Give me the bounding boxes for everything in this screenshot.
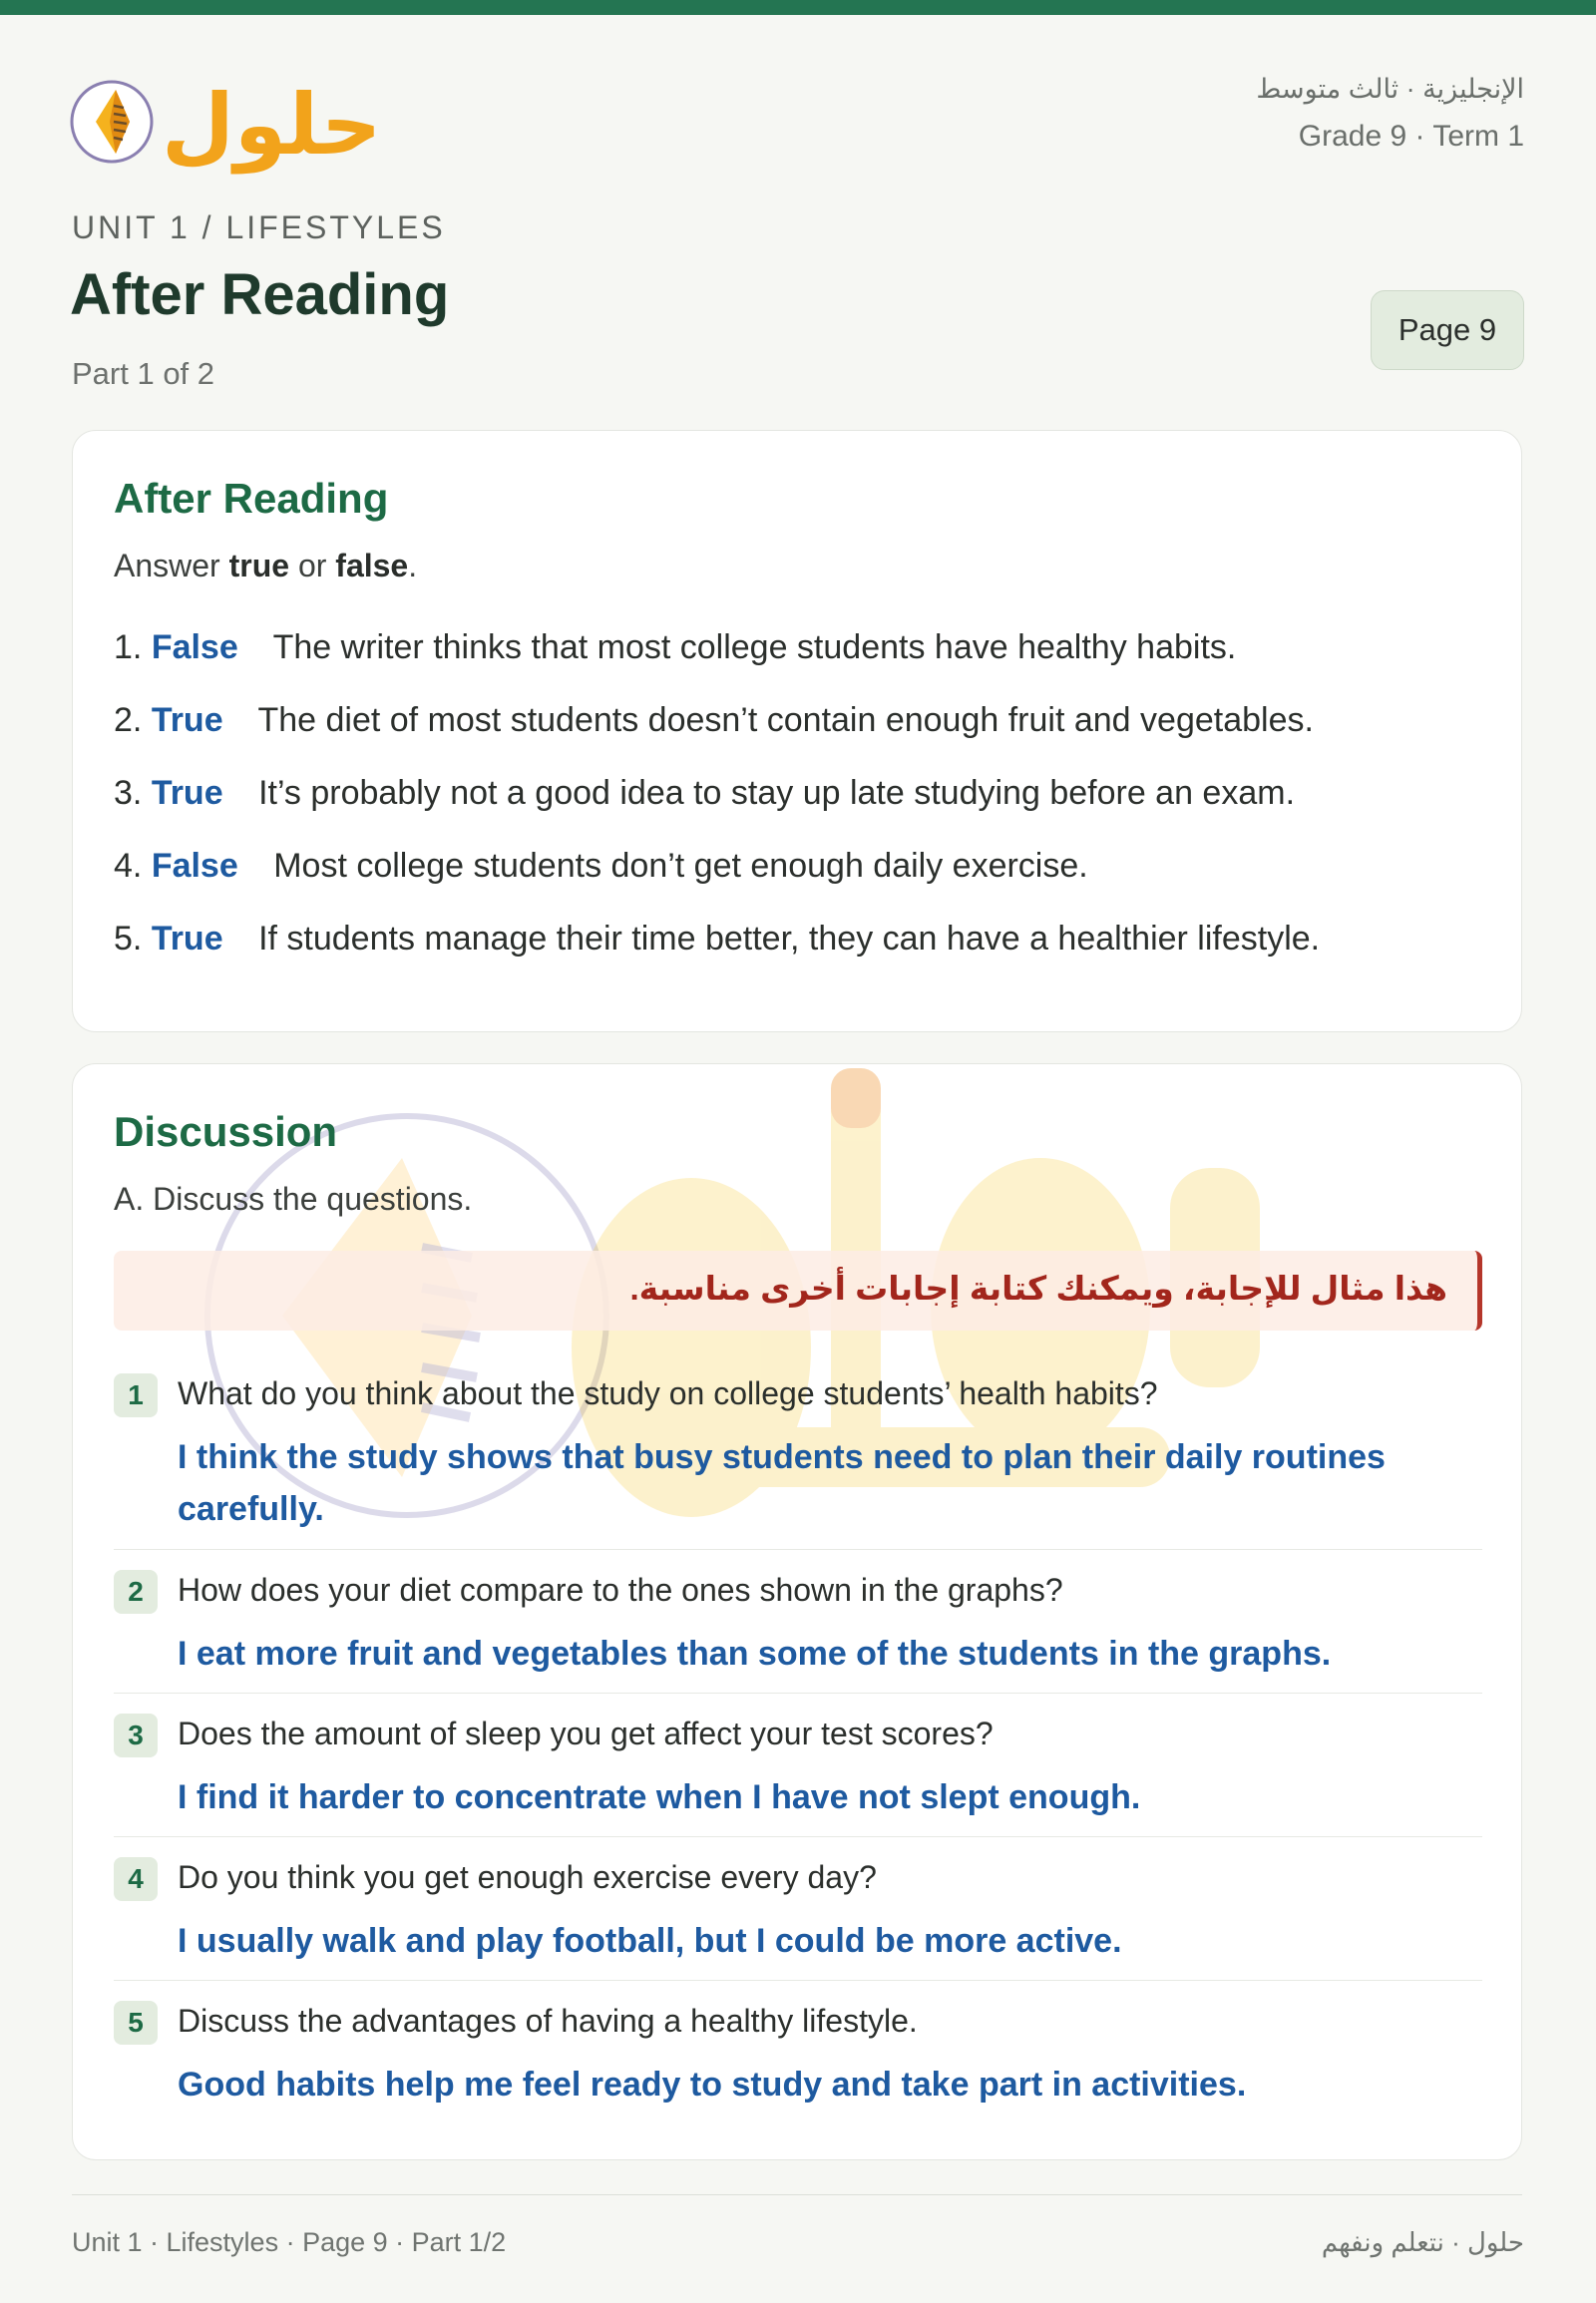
discussion-card [72, 1063, 1522, 2160]
divider [114, 1549, 1482, 1550]
question-answer: I usually walk and play football, but I could be more active. [178, 1922, 1122, 1960]
hulool-logo [70, 62, 382, 174]
part-label: Part 1 of 2 [72, 356, 215, 391]
item-number: 5. [114, 920, 143, 958]
note-text: هذا مثال للإجابة، ويمكنك كتابة إجابات أخرى مناسبة. [629, 1270, 1447, 1307]
question-text: Do you think you get enough exercise every day? [178, 1859, 877, 1895]
grade-term-label: Grade 9 · Term 1 [1298, 120, 1524, 153]
page-badge: Page 9 [1371, 290, 1524, 370]
instruction-false: false [335, 548, 409, 583]
tf-item [114, 628, 1236, 667]
tf-statement: Most college students don’t get enough daily exercise. [273, 847, 1088, 885]
question-answer: Good habits help me feel ready to study and take part in activities. [178, 2066, 1247, 2104]
divider [114, 1980, 1482, 1981]
tf-answer: True [151, 774, 223, 812]
divider [114, 1693, 1482, 1694]
subject-label: الإنجليزية · ثالث متوسط [1256, 74, 1524, 104]
tf-answer: False [151, 847, 238, 885]
instruction [114, 548, 417, 584]
instruction-or: or [289, 548, 336, 583]
tf-item [114, 701, 1314, 740]
footer-page-info: Unit 1 · Lifestyles · Page 9 · Part 1/2 [72, 2227, 507, 2257]
tf-statement: The diet of most students doesn’t contain enough fruit and vegetables. [257, 701, 1314, 739]
question-text: How does your diet compare to the ones shown in the graphs? [178, 1572, 1063, 1608]
item-number: 1. [114, 628, 143, 666]
question-text: Discuss the advantages of having a healthy lifestyle. [178, 2003, 918, 2039]
example-answer-note [114, 1251, 1482, 1331]
question-answer: I find it harder to concentrate when I have not slept enough. [178, 1778, 1141, 1816]
instruction-suffix: . [408, 548, 418, 583]
tf-item [114, 920, 1320, 959]
tf-statement: If students manage their time better, they can have a healthier lifestyle. [258, 920, 1321, 958]
question-number-badge: 3 [114, 1714, 158, 1757]
question-answer: I eat more fruit and vegetables than some of the students in the graphs. [178, 1635, 1332, 1673]
question-answer: I think the study shows that busy students need to plan their daily routines carefully. [178, 1438, 1386, 1528]
question-text: What do you think about the study on college students’ health habits? [178, 1375, 1158, 1411]
question-text: Does the amount of sleep you get affect your test scores? [178, 1716, 994, 1751]
question-number-badge: 4 [114, 1857, 158, 1901]
item-number: 2. [114, 701, 143, 739]
tf-item [114, 847, 1088, 886]
instruction: A. Discuss the questions. [114, 1181, 473, 1217]
item-number: 3. [114, 774, 143, 812]
tf-answer: False [151, 628, 238, 666]
unit-label: UNIT 1 / LIFESTYLES [72, 209, 446, 245]
tf-item [114, 774, 1295, 813]
item-number: 4. [114, 847, 143, 885]
divider [114, 1836, 1482, 1837]
top-accent-bar [0, 0, 1596, 15]
question-number-badge: 1 [114, 1373, 158, 1417]
after-reading-card [72, 430, 1522, 1032]
tf-answer: True [151, 701, 223, 739]
tf-statement: It’s probably not a good idea to stay up late studying before an exam. [258, 774, 1296, 812]
footer-divider [72, 2194, 1522, 2195]
instruction-prefix: Answer [114, 548, 229, 583]
tf-answer: True [151, 920, 223, 958]
section-heading: Discussion [114, 1108, 338, 1155]
instruction-true: true [228, 548, 290, 583]
footer-brand: حلول · نتعلم ونفهم [1321, 2227, 1524, 2257]
question-number-badge: 5 [114, 2001, 158, 2045]
section-heading: After Reading [114, 475, 389, 522]
question-number-badge: 2 [114, 1570, 158, 1614]
tf-statement: The writer thinks that most college students have healthy habits. [272, 628, 1237, 666]
page-title: After Reading [70, 262, 450, 327]
logo-wordmark: حلول [162, 76, 382, 174]
